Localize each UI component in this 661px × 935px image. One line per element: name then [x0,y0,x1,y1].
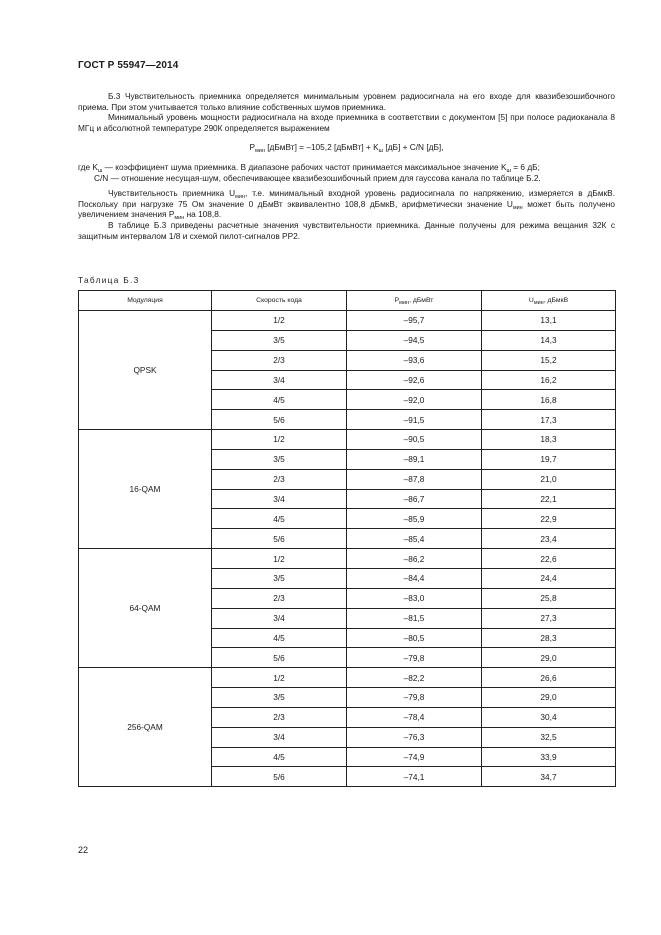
p-min-cell: –91,5 [347,410,482,430]
code-rate-cell: 3/5 [212,449,347,469]
p-min-cell: –74,1 [347,767,482,787]
p-min-cell: –92,6 [347,370,482,390]
p-min-cell: –95,7 [347,311,482,331]
p-min-cell: –86,2 [347,549,482,569]
u-min-cell: 17,3 [482,410,616,430]
modulation-cell: QPSK [79,311,212,430]
body-text [78,91,615,241]
code-rate-cell: 4/5 [212,509,347,529]
p-min-cell: –79,8 [347,688,482,708]
code-rate-cell: 4/5 [212,747,347,767]
paragraph-min-power: Минимальный уровень мощности радиосигнала на входе приемника в соответствии с документом [5] при полосе радиоканала 8 МГц и абсолютной температуре 290К определяется выражением [78,112,615,133]
p-min-cell: –76,3 [347,727,482,747]
p-min-cell: –81,5 [347,608,482,628]
code-rate-cell: 5/6 [212,648,347,668]
code-rate-cell: 5/6 [212,410,347,430]
table-row [79,668,616,688]
p-min-cell: –83,0 [347,588,482,608]
u-min-cell: 19,7 [482,449,616,469]
code-rate-cell: 2/3 [212,469,347,489]
document-id-header: ГОСТ Р 55947—2014 [78,60,179,71]
p-min-cell: –82,2 [347,668,482,688]
header-p-min: $P_{мин}$, дБмВт [347,291,482,311]
code-rate-cell: 2/3 [212,707,347,727]
code-rate-cell: 1/2 [212,311,347,331]
code-rate-cell: 4/5 [212,390,347,410]
u-min-cell: 29,0 [482,688,616,708]
u-min-cell: 29,0 [482,648,616,668]
code-rate-cell: 3/5 [212,688,347,708]
p-min-cell: –87,8 [347,469,482,489]
header-modulation: Модуляция [79,291,212,311]
u-min-cell: 22,6 [482,549,616,569]
code-rate-cell: 3/4 [212,608,347,628]
p-min-cell: –74,9 [347,747,482,767]
formula-p-min: $P_{мин}$ [дБмВт] = –105,2 [дБмВт] + $K_ш$ [дБ] + C/N [дБ], [249,142,444,155]
page-number: 22 [78,845,89,855]
modulation-cell: 256-QAM [79,668,212,787]
p-min-cell: –93,6 [347,350,482,370]
p-min-cell: –84,4 [347,568,482,588]
u-min-cell: 34,7 [482,767,616,787]
u-min-cell: 14,3 [482,330,616,350]
header-code-rate: Скорость кода [212,291,347,311]
paragraph-sensitivity: Чувствительность приемника $U_{мин}$, т.е. минимальный входной уровень радиосигнала по напряжению, измеряется в дБмкВ. Поскольку при нагрузке 75 Ом значение 0 дБмВт эквивалентно 108,8 дБмкВ, арифметически значение $U_{мин}$ может быть получено увеличением значения $P_{мин}$ на 108,8. [78,188,615,222]
p-min-cell: –94,5 [347,330,482,350]
paragraph-table-intro: В таблице Б.3 приведены расчетные значения чувствительности приемника. Данные получены для режима вещания 32К с защитным интервалом 1/8 и схемой пилот-сигналов PP2. [78,219,615,241]
definition-cn: C/N — отношение несущая-шум, обеспечивающее квазибезошибочный прием для гауссова канала по таблице Б.2. [94,172,541,183]
table-caption: Таблица Б.3 [78,275,140,285]
u-min-cell: 16,8 [482,390,616,410]
u-min-cell: 26,6 [482,668,616,688]
code-rate-cell: 5/6 [212,767,347,787]
u-min-cell: 30,4 [482,707,616,727]
table-row [79,311,616,331]
code-rate-cell: 3/5 [212,330,347,350]
u-min-cell: 23,4 [482,529,616,549]
code-rate-cell: 5/6 [212,529,347,549]
u-min-cell: 32,5 [482,727,616,747]
u-min-cell: 21,0 [482,469,616,489]
u-min-cell: 24,4 [482,568,616,588]
code-rate-cell: 2/3 [212,588,347,608]
code-rate-cell: 3/4 [212,370,347,390]
p-min-cell: –79,8 [347,648,482,668]
u-min-cell: 22,9 [482,509,616,529]
p-min-cell: –92,0 [347,390,482,410]
u-min-cell: 25,8 [482,588,616,608]
sensitivity-table [78,290,616,787]
u-min-cell: 18,3 [482,430,616,450]
code-rate-cell: 3/4 [212,489,347,509]
u-min-cell: 13,1 [482,311,616,331]
code-rate-cell: 1/2 [212,430,347,450]
p-min-cell: –90,5 [347,430,482,450]
p-min-cell: –78,4 [347,707,482,727]
u-min-cell: 27,3 [482,608,616,628]
p-min-cell: –85,4 [347,529,482,549]
table-row [79,549,616,569]
code-rate-cell: 1/2 [212,549,347,569]
p-min-cell: –86,7 [347,489,482,509]
table-row [79,430,616,450]
definition-noise-factor: где $K_ш$ — коэффициент шума приемника. В диапазоне рабочих частот принимается максимальное значение $K_ш = 6$ дБ; [78,161,540,174]
modulation-cell: 16-QAM [79,430,212,549]
table-header-row [79,291,616,311]
code-rate-cell: 4/5 [212,628,347,648]
modulation-cell: 64-QAM [79,549,212,668]
u-min-cell: 33,9 [482,747,616,767]
u-min-cell: 22,1 [482,489,616,509]
table-body [79,311,616,787]
paragraph-b3: Б.3 Чувствительность приемника определяется минимальным уровнем радиосигнала на его входе для квазибезошибочного приема. При этом учитывается только влияние собственных шумов приемника. [78,91,615,112]
u-min-cell: 28,3 [482,628,616,648]
code-rate-cell: 3/4 [212,727,347,747]
p-min-cell: –85,9 [347,509,482,529]
code-rate-cell: 2/3 [212,350,347,370]
p-min-cell: –80,5 [347,628,482,648]
u-min-cell: 16,2 [482,370,616,390]
p-min-cell: –89,1 [347,449,482,469]
code-rate-cell: 1/2 [212,668,347,688]
header-u-min: $U_{мин}$, дБмкВ [482,291,616,311]
code-rate-cell: 3/5 [212,568,347,588]
u-min-cell: 15,2 [482,350,616,370]
